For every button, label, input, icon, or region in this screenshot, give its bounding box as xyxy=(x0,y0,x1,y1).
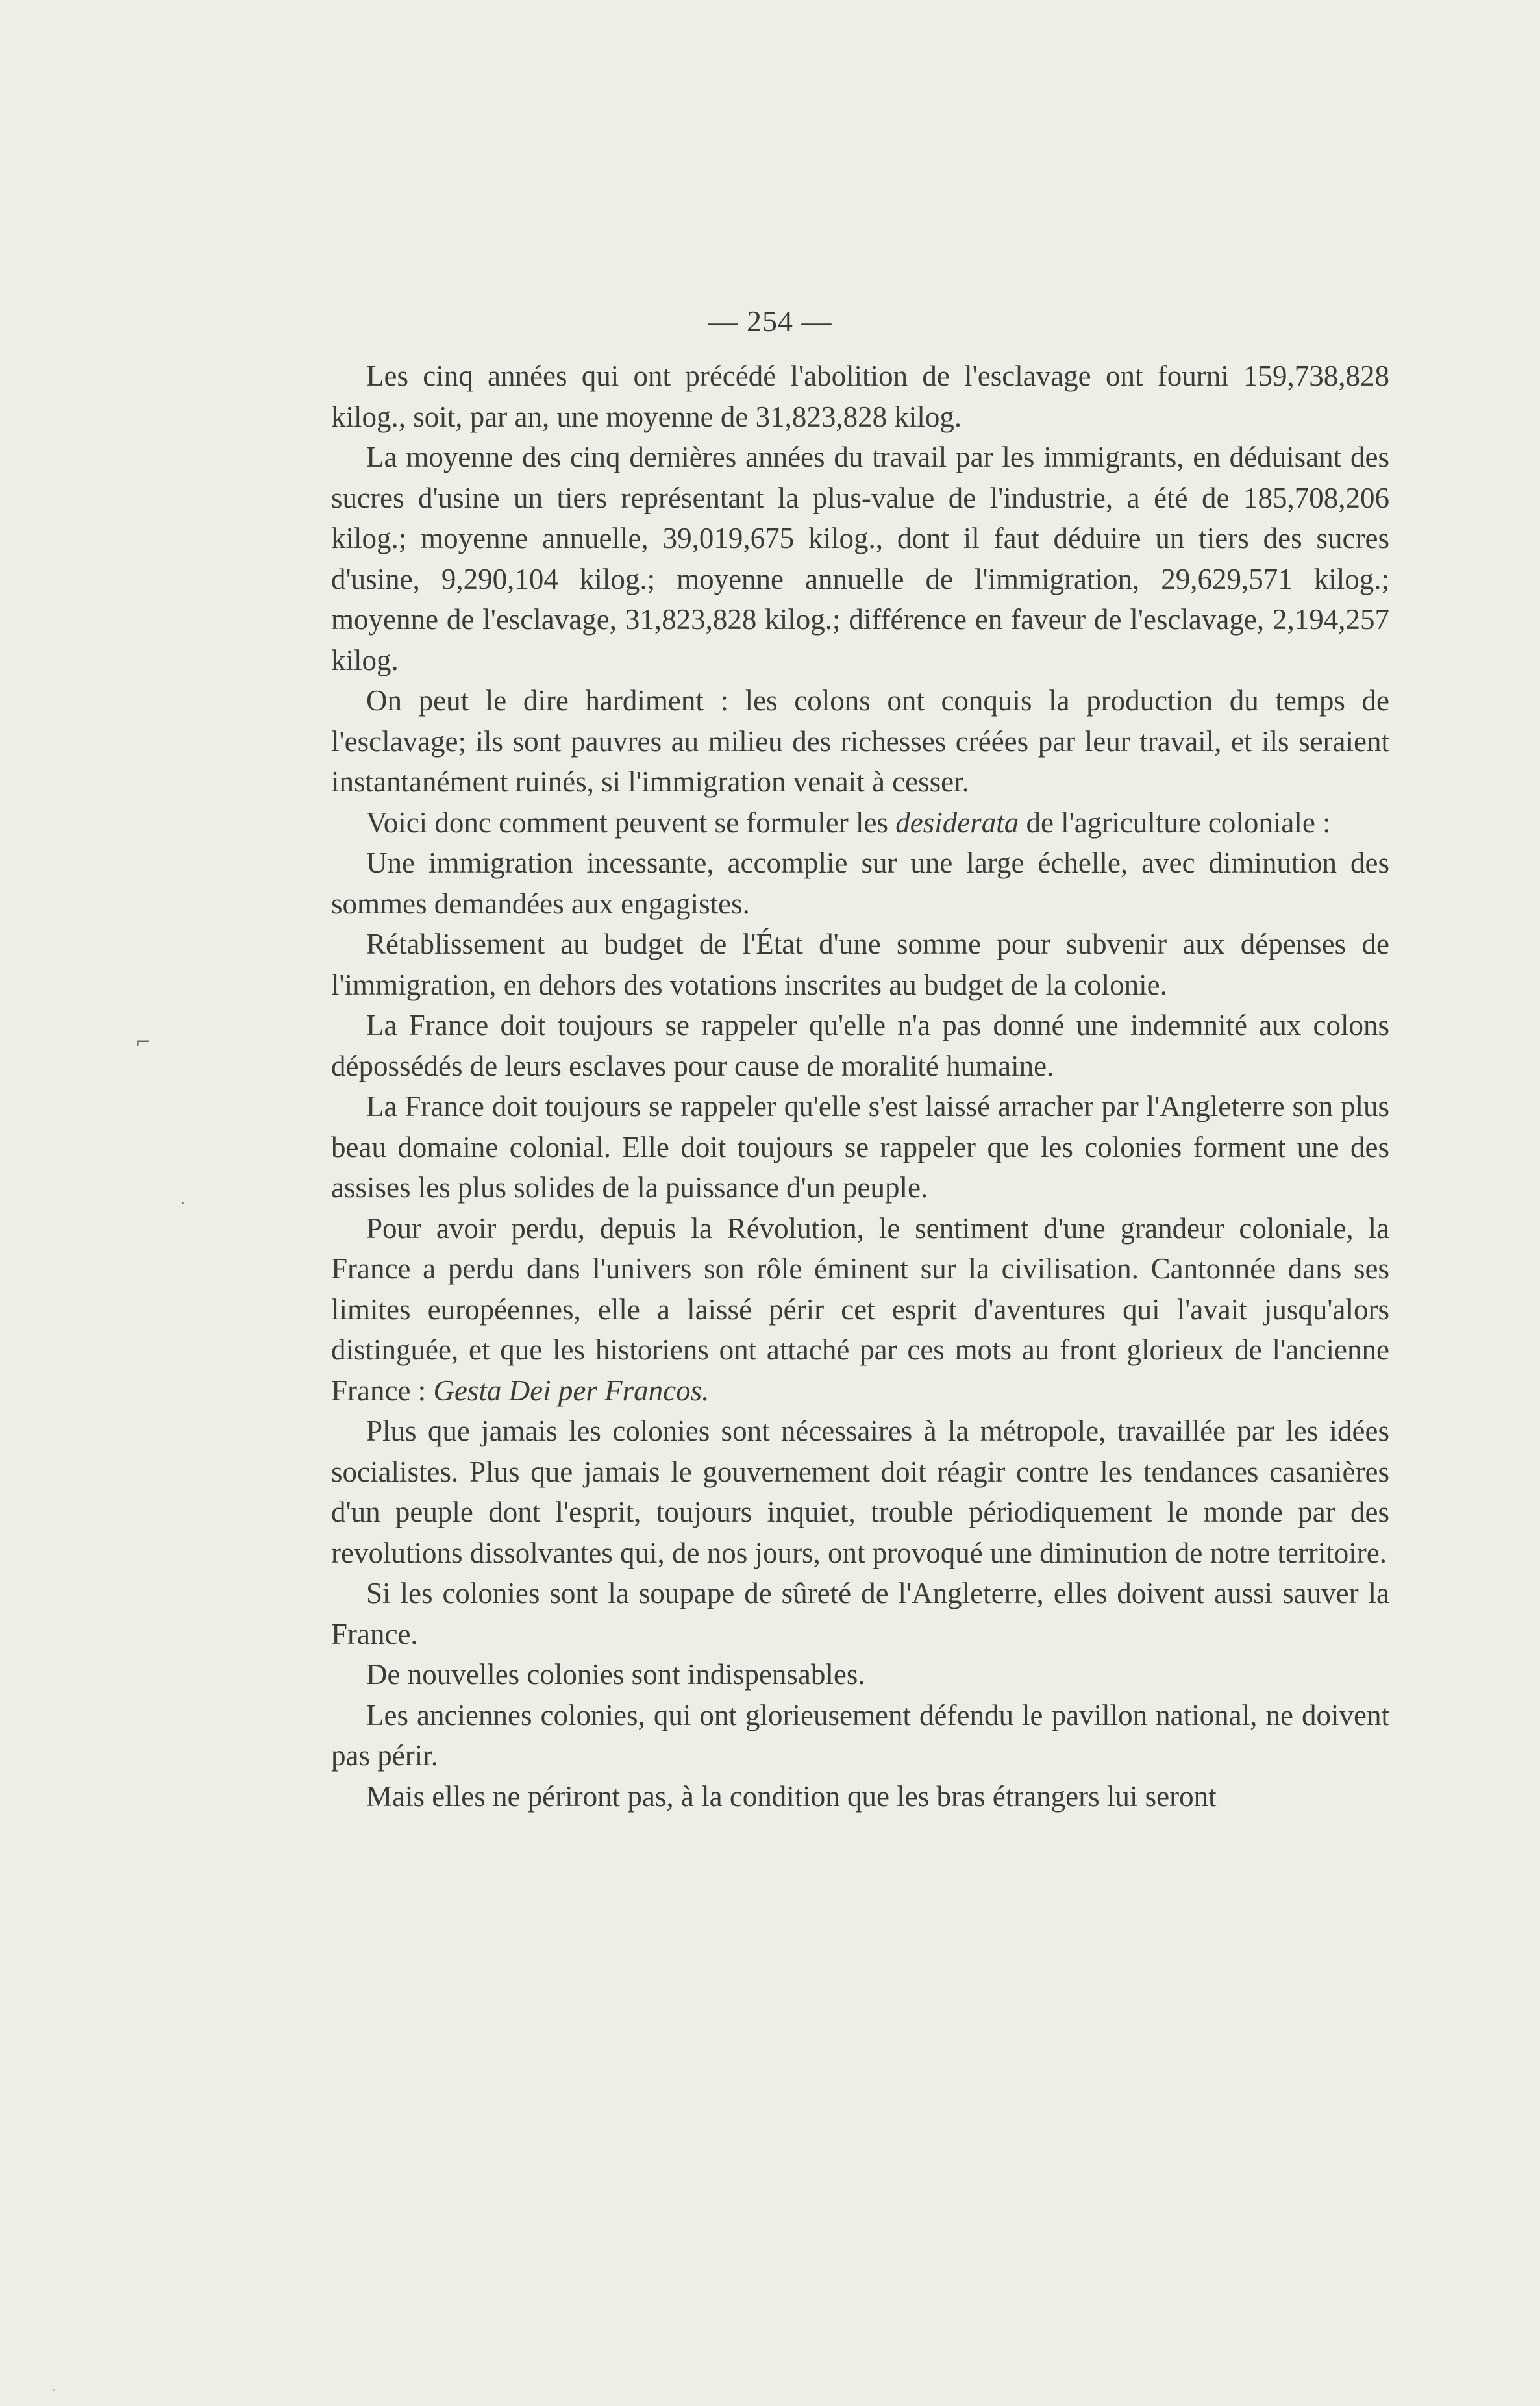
paragraph: Mais elles ne périront pas, à la condition que les bras étrangers lui seront xyxy=(366,1780,1217,1813)
paragraph: Une immigration incessante, accomplie sur une large échelle, avec diminution des sommes demandées aux engagistes. xyxy=(331,847,1389,920)
page-number: — 254 — xyxy=(708,304,832,338)
paragraph: Rétablissement au budget de l'État d'une somme pour subvenir aux dépenses de l'immigration, en dehors des votations inscrites au budget de la colonie. xyxy=(331,928,1389,1001)
corner-dot-icon: · xyxy=(52,2384,56,2396)
paragraph xyxy=(331,802,1389,843)
paragraph xyxy=(331,1208,1389,1411)
paragraph-text: Voici donc comment peuvent se formuler les xyxy=(366,806,896,839)
paragraph-text: Pour avoir perdu, depuis la Révolution, le sentiment d'une grandeur coloniale, la France a perdu dans l'univers son rôle éminent sur la civilisation. Cantonnée dans ses limites européennes, elle a laissé périr cet esprit d'aventures qui l'avait jusqu'alors distinguée, et que les historiens ont attaché par ces mots au front glorieux de l'ancienne France : xyxy=(331,1211,1389,1407)
margin-dot-icon: · xyxy=(180,1196,185,1212)
paragraph: Si les colonies sont la soupape de sûreté de l'Angleterre, elles doivent aussi sauver la France. xyxy=(331,1577,1389,1650)
paragraph: Les cinq années qui ont précédé l'abolition de l'esclavage ont fourni 159,738,828 kilog., soit, par an, une moyenne de 31,823,828 kilog. xyxy=(331,360,1389,433)
italic-term: desiderata xyxy=(895,806,1019,839)
paragraph-text: de l'agriculture coloniale : xyxy=(1019,806,1331,839)
italic-quote: Gesta Dei per Francos. xyxy=(433,1374,710,1407)
paragraph: Les anciennes colonies, qui ont glorieusement défendu le pavillon national, ne doivent pas périr. xyxy=(331,1698,1389,1772)
paragraph: De nouvelles colonies sont indispensables. xyxy=(366,1658,865,1691)
margin-mark-icon: ⌐ xyxy=(135,1031,152,1054)
paragraph: La France doit toujours se rappeler qu'elle n'a pas donné une indemnité aux colons dépossédés de leurs esclaves pour cause de moralité humaine. xyxy=(331,1009,1389,1082)
paragraph: Plus que jamais les colonies sont nécessaires à la métropole, travaillée par les idées socialistes. Plus que jamais le gouvernement doit réagir contre les tendances casanières d'un peuple dont l'esprit, toujours inquiet, trouble périodiquement le monde par des revolutions dissolvantes qui, de nos jours, ont provoqué une diminution de notre territoire. xyxy=(331,1415,1389,1569)
body-text xyxy=(331,356,1389,1817)
paragraph: La moyenne des cinq dernières années du travail par les immigrants, en déduisant des sucres d'usine un tiers représentant la plus-value de l'industrie, a été de 185,708,206 kilog.; moyenne annuelle, 39,019,675 kilog., dont il faut déduire un tiers des sucres d'usine, 9,290,104 kilog.; moyenne annuelle de l'immigration, 29,629,571 kilog.; moyenne de l'esclavage, 31,823,828 kilog.; différence en faveur de l'esclavage, 2,194,257 kilog. xyxy=(331,441,1389,676)
paragraph: La France doit toujours se rappeler qu'elle s'est laissé arracher par l'Angleterre son plus beau domaine colonial. Elle doit toujours se rappeler que les colonies forment une des assises les plus solides de la puissance d'un peuple. xyxy=(331,1090,1389,1204)
paragraph: On peut le dire hardiment : les colons ont conquis la production du temps de l'esclavage; ils sont pauvres au milieu des richesses créées par leur travail, et ils seraient instantanément ruinés, si l'immigration venait à cesser. xyxy=(331,684,1389,798)
